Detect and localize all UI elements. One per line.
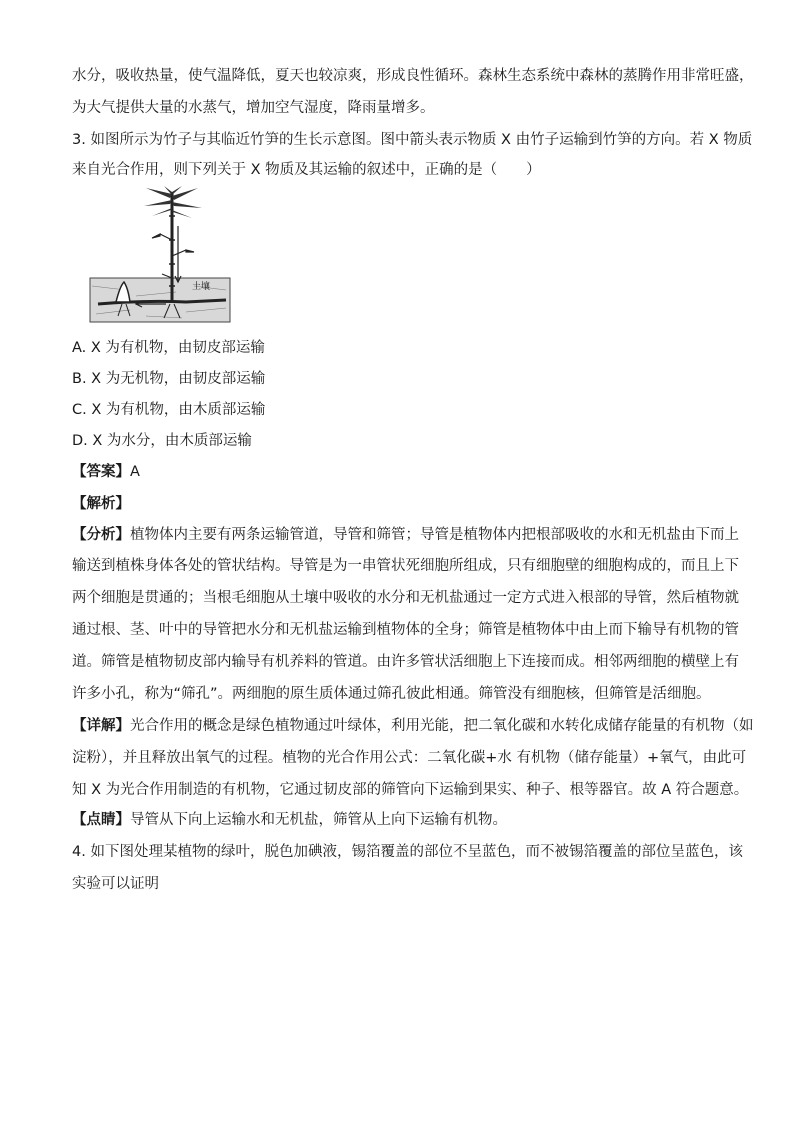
answer-tag: 【答案】 bbox=[72, 464, 130, 480]
q3-stem-line-1: 3. 如图所示为竹子与其临近竹笋的生长示意图。图中箭头表示物质 X 由竹子运输到竹笋的方向。若 X 物质 bbox=[72, 132, 753, 148]
answer-line bbox=[72, 462, 140, 482]
q2-tail-line-2: 为大气提供大量的水蒸气，增加空气湿度，降雨量增多。 bbox=[72, 100, 435, 116]
q3-option-a: A. X 为有机物，由韧皮部运输 bbox=[72, 340, 265, 356]
bamboo-figure bbox=[86, 186, 234, 324]
fenxi-line-2: 输送到植株身体各处的管状结构。导管是为一串管状死细胞所组成，只有细胞壁的细胞构成的，而且上下 bbox=[72, 558, 739, 574]
q3-option-d: D. X 为水分，由木质部运输 bbox=[72, 433, 252, 449]
fenxi-line-4: 通过根、茎、叶中的导管把水分和无机盐运输到植物体的全身；筛管是植物体中由上而下输导有机物的管 bbox=[72, 622, 739, 638]
fenxi-line-6: 许多小孔，称为“筛孔”。两细胞的原生质体通过筛孔彼此相通。筛管没有细胞核，但筛管是活细胞。 bbox=[72, 686, 711, 702]
q3-stem-line-2: 来自光合作用，则下列关于 X 物质及其运输的叙述中，正确的是（ ） bbox=[72, 162, 541, 178]
xiangjie-line-3: 知 X 为光合作用制造的有机物，它通过韧皮部的筛管向下运输到果实、种子、根等器官。故 A 符合题意。 bbox=[72, 782, 749, 798]
xiangjie-text-1: 光合作用的概念是绿色植物通过叶绿体，利用光能，把二氧化碳和水转化成储存能量的有机物（如 bbox=[130, 718, 754, 734]
q3-option-c: C. X 为有机物，由木质部运输 bbox=[72, 402, 266, 418]
dianjing-text: 导管从下向上运输水和无机盐，筛管从上向下运输有机物。 bbox=[130, 812, 507, 828]
fenxi-tag: 【分析】 bbox=[72, 527, 130, 543]
xiangjie-tag: 【详解】 bbox=[72, 718, 130, 734]
dianjing-line bbox=[72, 810, 507, 830]
xiangjie-line-2: 淀粉），并且释放出氧气的过程。植物的光合作用公式：二氧化碳+水 有机物（储存能量）+氧气，由此可 bbox=[72, 750, 747, 766]
q4-stem-line-1: 4. 如下图处理某植物的绿叶，脱色加碘液，锡箔覆盖的部位不呈蓝色，而不被锡箔覆盖的部位呈蓝色，该 bbox=[72, 844, 743, 860]
answer-value: A bbox=[130, 464, 140, 480]
soil-label: 土壤 bbox=[192, 282, 211, 292]
fenxi-line-1 bbox=[72, 525, 739, 545]
q4-stem-line-2: 实验可以证明 bbox=[72, 876, 159, 892]
xiangjie-line-1 bbox=[72, 716, 754, 736]
analysis-tag-text: 【解析】 bbox=[72, 496, 130, 512]
fenxi-line-5: 道。筛管是植物韧皮部内输导有机养料的管道。由许多管状活细胞上下连接而成。相邻两细胞的横壁上有 bbox=[72, 654, 739, 670]
q3-option-b: B. X 为无机物，由韧皮部运输 bbox=[72, 371, 266, 387]
analysis-tag bbox=[72, 494, 130, 514]
dianjing-tag: 【点睛】 bbox=[72, 812, 130, 828]
q2-tail-line-1: 水分，吸收热量，使气温降低，夏天也较凉爽，形成良性循环。森林生态系统中森林的蒸腾作用非常旺盛， bbox=[72, 68, 754, 84]
fenxi-text-1: 植物体内主要有两条运输管道，导管和筛管；导管是植物体内把根部吸收的水和无机盐由下而上 bbox=[130, 527, 739, 543]
fenxi-line-3: 两个细胞是贯通的；当根毛细胞从土壤中吸收的水分和无机盐通过一定方式进入根部的导管，然后植物就 bbox=[72, 590, 739, 606]
